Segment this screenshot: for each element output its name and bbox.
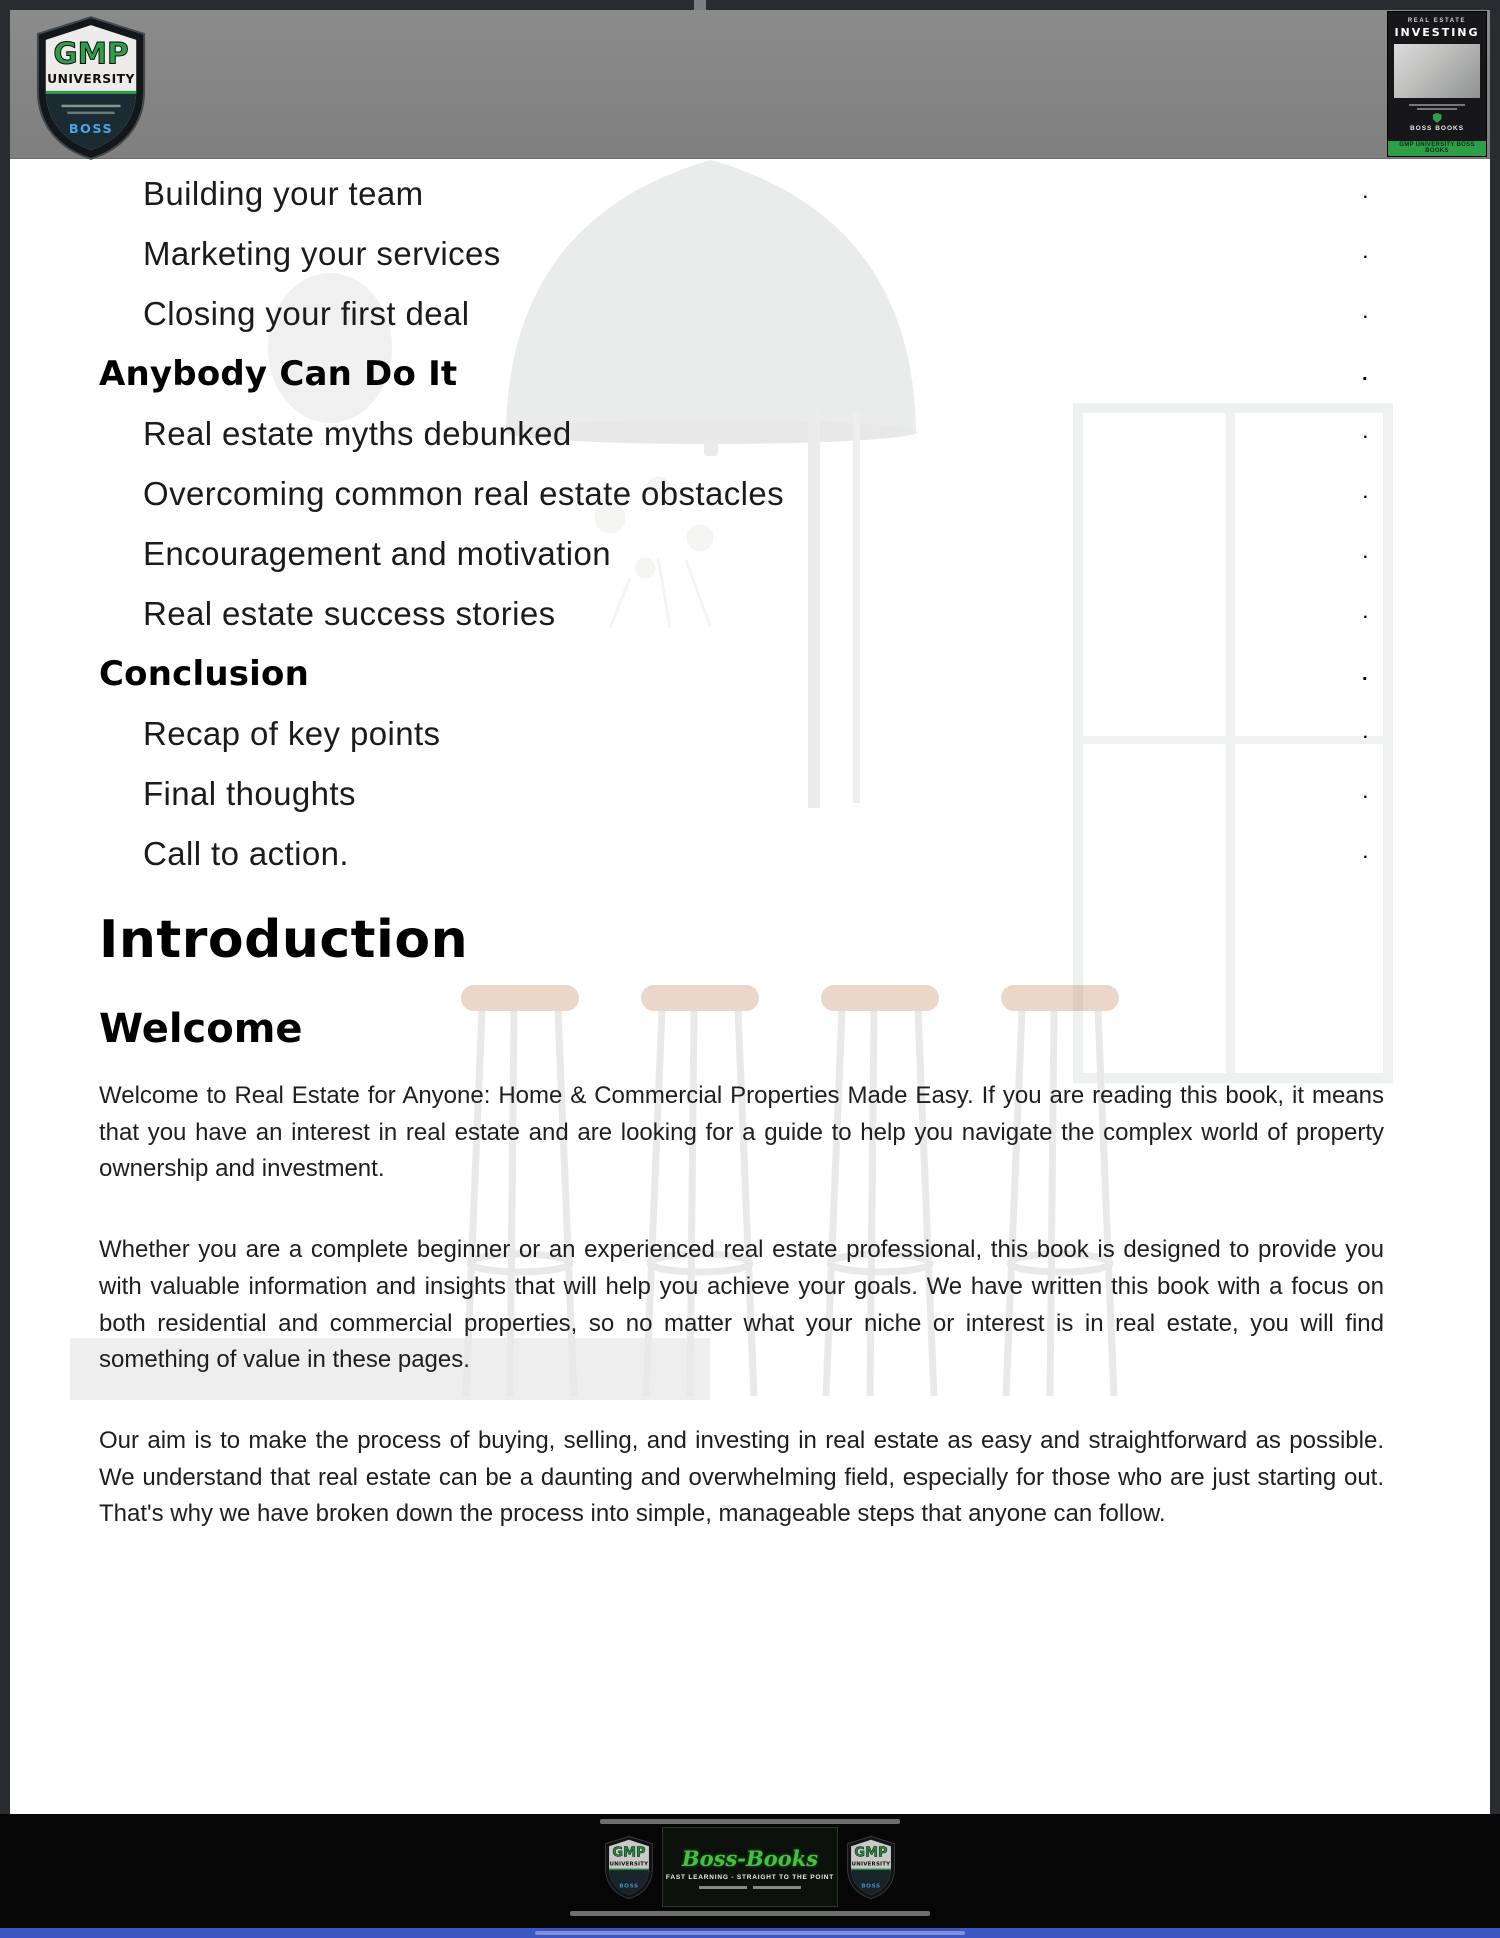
toc-entry[interactable] (99, 704, 1384, 764)
boss-books-logo (662, 1827, 838, 1907)
toc-entry-label: Conclusion (99, 654, 309, 694)
toc-entry-label: Recap of key points (143, 715, 441, 752)
toc-entry-label: Call to action. (143, 835, 349, 872)
toc-leader-dot: . (1363, 725, 1368, 742)
toc-entry[interactable] (99, 824, 1384, 884)
gmp-university-badge-left (603, 1835, 655, 1900)
logo-subtitle-text: UNIVERSITY (609, 1860, 649, 1867)
paragraph-2: Whether you are a complete beginner or an experienced real estate professional, this book is designed to provide you with valuable information and insights that will help you achieve your goals. We have written this book with a focus on both residential and commercial properties, so no matter what your niche or interest is in real estate, you will find something of value in these pages. (99, 1236, 1384, 1374)
boss-books-tagline: FAST LEARNING - STRAIGHT TO THE POINT (665, 1873, 835, 1881)
cover-series-text: REAL ESTATE (1407, 18, 1467, 24)
bottom-strip-smallprint (535, 1931, 965, 1935)
cover-smallprint (1409, 102, 1465, 110)
toc-entry-label: Real estate myths debunked (143, 415, 572, 452)
toc-leader-dot: . (1363, 305, 1368, 322)
table-of-contents (99, 44, 1384, 884)
gmp-shield-icon (845, 1835, 897, 1900)
logo-subtitle-text: UNIVERSITY (47, 72, 135, 87)
footer-logos (603, 1827, 897, 1907)
toc-entry[interactable] (99, 524, 1384, 584)
cover-photo (1394, 44, 1480, 98)
toc-entry[interactable] (99, 344, 1384, 404)
toc-leader-dot: . (1363, 485, 1368, 502)
footer-smallprint-top (600, 1819, 900, 1824)
footer-bar (0, 1814, 1500, 1928)
toc-entry[interactable] (99, 164, 1384, 224)
lamp-cord-notch (694, 0, 706, 10)
logo-name-text: GMP (612, 1845, 646, 1861)
toc-entry-label: Encouragement and motivation (143, 535, 611, 572)
page-content (10, 10, 1490, 1533)
gmp-shield-icon (32, 14, 150, 162)
logo-badge-text: BOSS (619, 1882, 639, 1889)
cover-shield-icon (1433, 113, 1442, 123)
toc-entry[interactable] (99, 464, 1384, 524)
toc-entry-label: Real estate success stories (143, 595, 556, 632)
toc-leader-dot: . (1363, 845, 1368, 862)
toc-entry-label: Marketing your services (143, 235, 501, 272)
toc-entry[interactable] (99, 584, 1384, 644)
cover-bottom-strip: GMP UNIVERSITY BOSS BOOKS (1388, 141, 1486, 156)
gmp-university-logo (32, 14, 150, 162)
toc-leader-dot: . (1363, 545, 1368, 562)
logo-badge-text: BOSS (861, 1882, 881, 1889)
cover-publisher-text: BOSS BOOKS (1409, 125, 1465, 132)
cover-title-text: INVESTING (1394, 26, 1480, 39)
toc-entry[interactable] (99, 644, 1384, 704)
logo-name-text: GMP (854, 1845, 888, 1861)
toc-entry[interactable] (99, 284, 1384, 344)
toc-entry-label: Closing your first deal (143, 295, 470, 332)
toc-entry[interactable] (99, 224, 1384, 284)
toc-entry[interactable] (99, 404, 1384, 464)
toc-entry-label: Final thoughts (143, 775, 356, 812)
gmp-university-badge-right (845, 1835, 897, 1900)
toc-leader-dot: . (1363, 245, 1368, 262)
toc-entry-label: Anybody Can Do It (99, 354, 458, 394)
logo-name-text: GMP (53, 36, 129, 71)
boss-books-smallprint (696, 1881, 804, 1889)
toc-leader-dot: . (1361, 664, 1368, 684)
boss-books-wordmark: Boss-Books (681, 1845, 819, 1871)
toc-entry-label: Building your team (143, 175, 424, 212)
header-bar (10, 10, 1490, 158)
toc-leader-dot: . (1363, 185, 1368, 202)
subsection-title-welcome: Welcome (99, 1006, 303, 1052)
logo-subtitle-text: UNIVERSITY (851, 1860, 891, 1867)
footer-smallprint-bottom (570, 1911, 930, 1916)
welcome-paragraphs (99, 1078, 1384, 1533)
book-cover-thumbnail (1387, 11, 1487, 157)
logo-badge-text: BOSS (68, 122, 114, 138)
toc-leader-dot: . (1363, 785, 1368, 802)
section-title-introduction: Introduction (99, 910, 469, 970)
toc-entry-label: Overcoming common real estate obstacles (143, 475, 785, 512)
bottom-blue-strip (0, 1928, 1500, 1938)
paragraph-1: Welcome to Real Estate for Anyone: Home & Commercial Properties Made Easy. If you are reading this book, it means that you have an interest in real estate and are looking for a guide to help you navigate the complex world of property ownership and investment. (99, 1082, 1384, 1183)
document-page (10, 10, 1490, 1814)
toc-leader-dot: . (1363, 425, 1368, 442)
gmp-shield-icon (603, 1835, 655, 1900)
toc-entry[interactable] (99, 764, 1384, 824)
toc-leader-dot: . (1363, 605, 1368, 622)
paragraph-3: Our aim is to make the process of buying, selling, and investing in real estate as easy and straightforward as possible. We understand that real estate can be a daunting and overwhelming field, especially for those who are just starting out. That's why we have broken down the process into simple, manageable steps that anyone can follow. (99, 1427, 1384, 1528)
toc-leader-dot: . (1361, 364, 1368, 384)
